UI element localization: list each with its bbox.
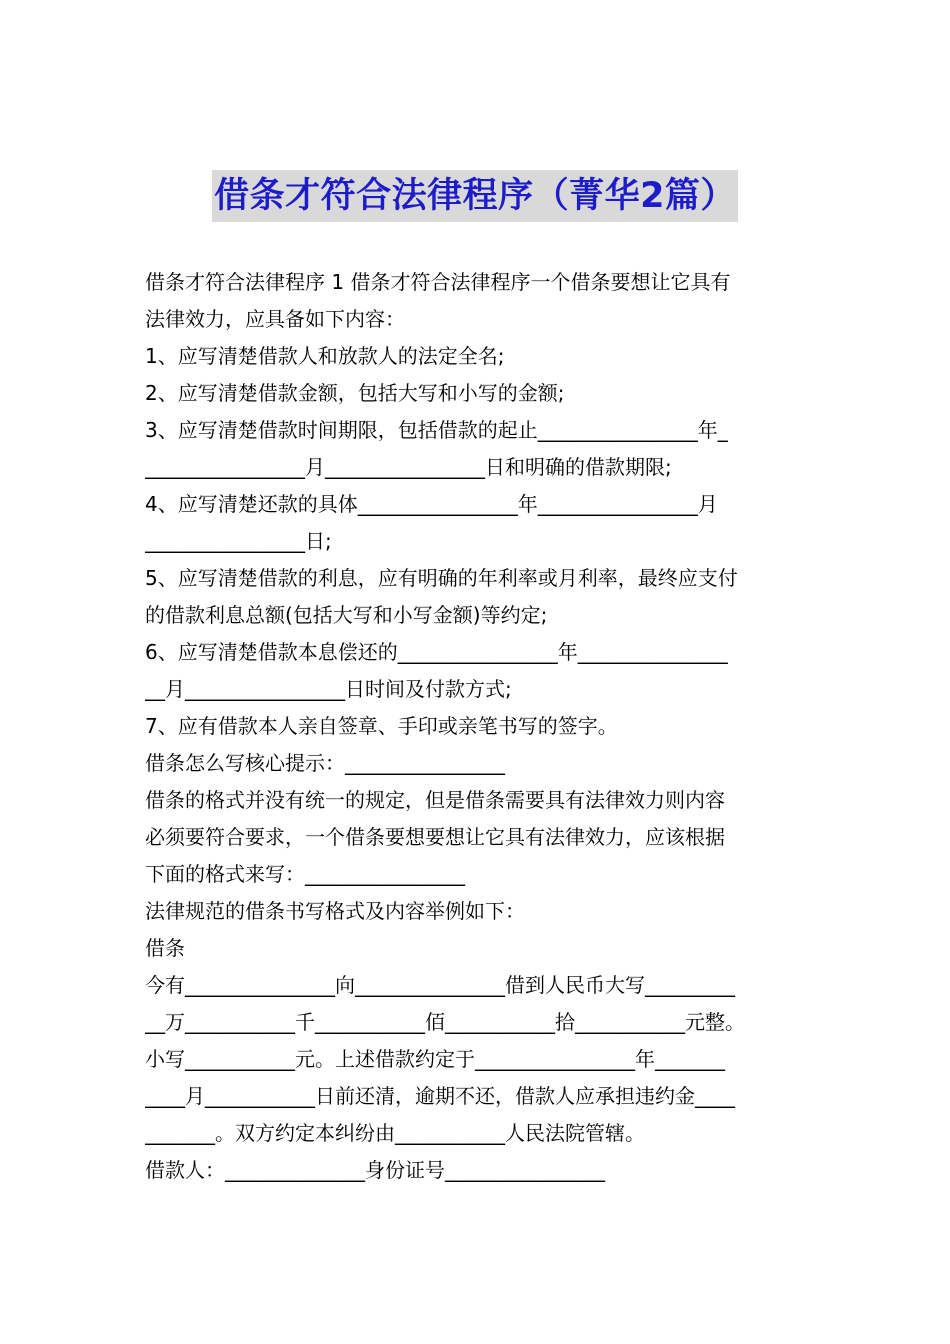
text-line: 2、应写清楚借款金额，包括大写和小写的金额; bbox=[145, 381, 565, 405]
text-line: 4、应写清楚还款的具体________________年________________月 bbox=[145, 492, 718, 516]
text-line: _______。双方约定本纠纷由___________人民法院管辖。 bbox=[145, 1121, 645, 1145]
text-line: 3、应写清楚借款时间期限，包括借款的起止________________年_ bbox=[145, 418, 728, 442]
title-container bbox=[0, 170, 950, 222]
text-line: 今有_______________向_______________借到人民币大写_________ bbox=[145, 973, 735, 997]
text-line: 5、应写清楚借款的利息，应有明确的年利率或月利率，最终应支付 bbox=[145, 566, 738, 590]
text-line: __月________________日时间及付款方式; bbox=[145, 677, 512, 701]
text-line: 借条才符合法律程序 1 借条才符合法律程序一个借条要想让它具有 bbox=[145, 270, 731, 294]
text-line: 的借款利息总额(包括大写和小写金额)等约定; bbox=[145, 603, 548, 627]
text-line: 借条怎么写核心提示：________________ bbox=[145, 751, 505, 775]
text-line: 法律效力，应具备如下内容： bbox=[145, 307, 405, 331]
text-line: 下面的格式来写：________________ bbox=[145, 862, 465, 886]
text-line: 必须要符合要求，一个借条要想要想让它具有法律效力，应该根据 bbox=[145, 825, 725, 849]
text-line: ____月___________日前还清，逾期不还，借款人应承担违约金____ bbox=[145, 1084, 735, 1108]
text-line: 借款人：______________身份证号________________ bbox=[145, 1158, 605, 1182]
text-line: ________________日; bbox=[145, 529, 332, 553]
text-line: 借条 bbox=[145, 936, 185, 960]
text-line: 小写___________元。上述借款约定于________________年_______ bbox=[145, 1047, 725, 1071]
document-body bbox=[145, 264, 810, 1189]
text-line: 6、应写清楚借款本息偿还的________________年_______________ bbox=[145, 640, 728, 664]
text-line: __万___________千___________佰___________拾___________元整。 bbox=[145, 1010, 745, 1034]
document-title: 借条才符合法律程序（菁华2篇） bbox=[212, 170, 738, 222]
text-line: 7、应有借款本人亲自签章、手印或亲笔书写的签字。 bbox=[145, 714, 618, 738]
text-line: 借条的格式并没有统一的规定，但是借条需要具有法律效力则内容 bbox=[145, 788, 725, 812]
text-line: ________________月________________日和明确的借款期限; bbox=[145, 455, 672, 479]
text-line: 1、应写清楚借款人和放款人的法定全名; bbox=[145, 344, 505, 368]
text-line: 法律规范的借条书写格式及内容举例如下： bbox=[145, 899, 525, 923]
